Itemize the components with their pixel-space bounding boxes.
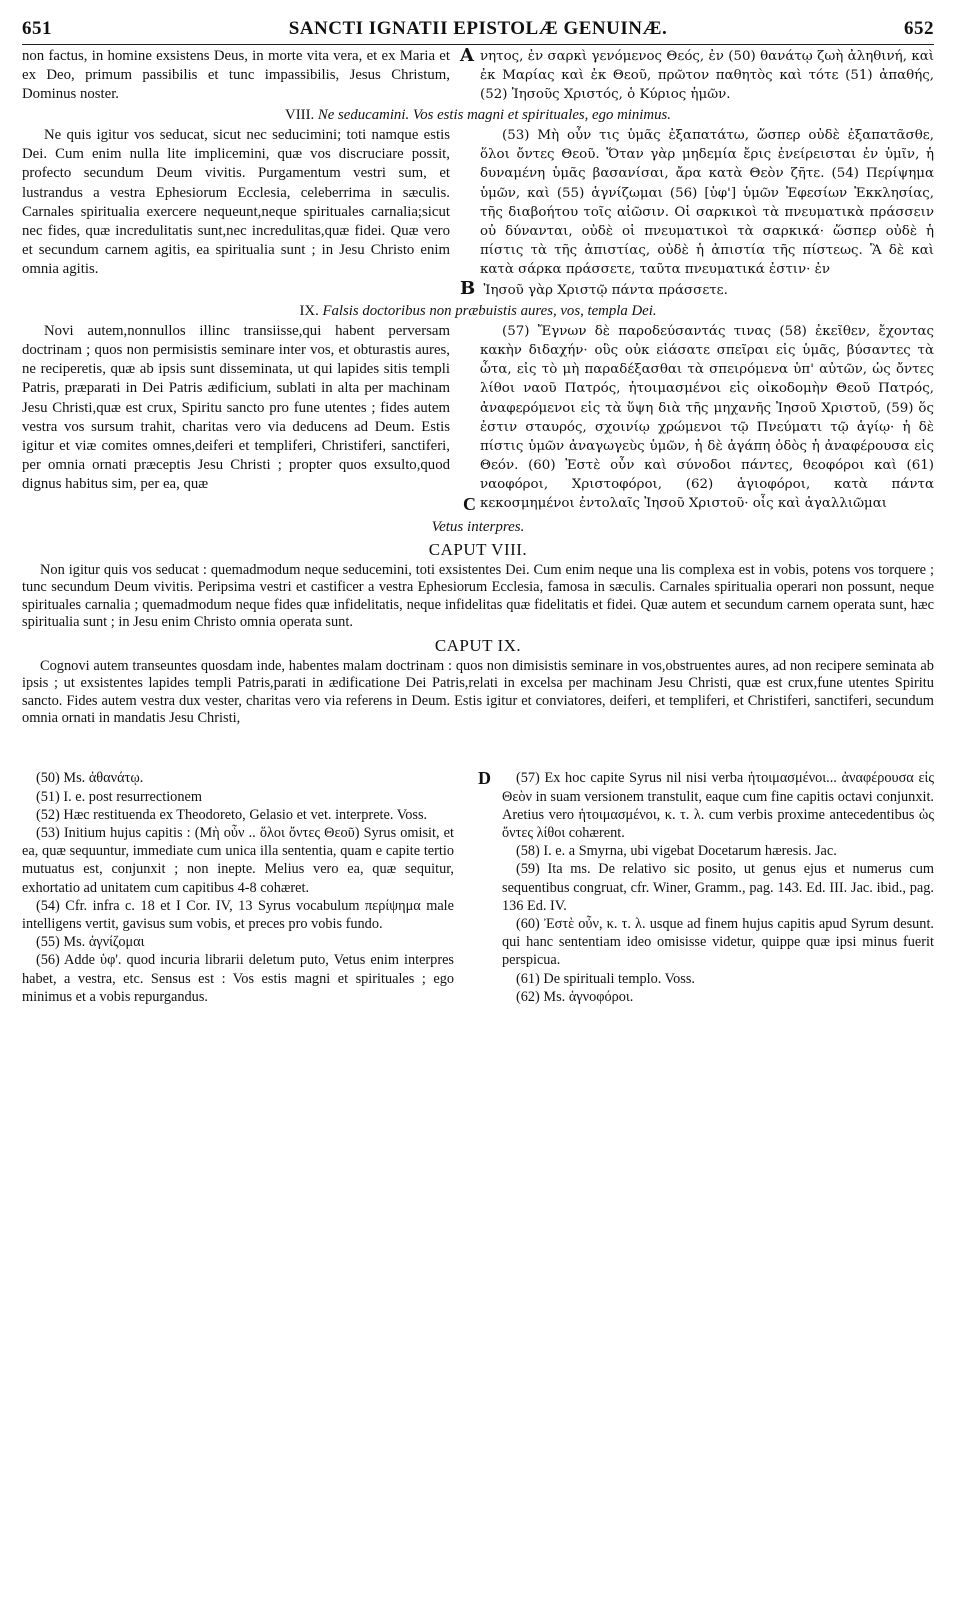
footnote-54: (54) Cfr. infra c. 18 et I Cor. IV, 13 Syrus vocabulum περίψημα male intelligens vertit, gavisus sum vobis, et preces pro vobis fundo. xyxy=(22,897,454,932)
chapter-8-greek-column xyxy=(460,126,934,300)
footnote-60: (60) Ἐστὲ οὖν, κ. τ. λ. usque ad finem hujus capitis apud Syrum desunt. qui hanc sententiam ideo omisisse videtur, quippe quæ ipsi minus fuerit perspicua. xyxy=(502,915,934,969)
footnote-50: (50) Ms. ἀθανάτῳ. xyxy=(36,770,144,787)
chapter-9-number: IX. xyxy=(299,303,319,320)
chapter-8-greek-end-line xyxy=(460,279,934,300)
chapter-8-heading xyxy=(22,106,934,125)
footnote-62: (62) Ms. ἁγνοφόροι. xyxy=(516,988,634,1005)
page-number-left: 651 xyxy=(22,18,52,39)
chapter-8-body xyxy=(22,126,934,300)
chapter-8-number: VIII. xyxy=(285,107,315,124)
top-continuation xyxy=(22,47,934,104)
chapter-8-title: Ne seducamini. Vos estis magni et spirituales, ego minimus. xyxy=(317,107,671,124)
margin-marker-a: A xyxy=(460,45,474,66)
top-greek-column xyxy=(460,45,934,104)
chapter-9-body xyxy=(22,322,934,513)
chapter-8-latin: Ne quis igitur vos seducat, sicut nec seducimini; toti namque estis Dei. Cum enim nulla lite implicemini, quæ vos discruciare possit, profecto secundum Deum vivitis. Purgamentum vestri sum, et lustrandus a vestra Ephesiorum Ecclesia, celeberrima in sæculis. Carnales spiritualia exercere nequeunt,neque spirituales carnalia;sicut nec fides, quæ incredulitatis sunt,nec incredulitas,quæ fidei. Quæ vero et secundum carnem agitis, ea spiritualia sunt ; in Jesu Christo enim omnia agitis. xyxy=(22,127,450,277)
footnotes-left xyxy=(22,769,454,1006)
footnotes-right xyxy=(478,768,934,1006)
running-title: SANCTI IGNATII EPISTOLÆ GENUINÆ. xyxy=(288,18,668,39)
vetus-interpres-title: Vetus interpres. xyxy=(431,519,525,536)
chapter-9-latin: Novi autem,nonnullos illinc transiisse,qui habent perversam doctrinam ; quos non permisistis seminare inter vos, et obturastis aures, ne reciperetis, quæ ab ipsis sunt disseminata, ut qui lapides sitis templi Patris, præparati in Dei Patris ædificium, sublati in alta per machinam Jesu Christi,quæ est crux, Spiritu sancto pro fune utentes ; fides autem vestra vos sursum trahit, charitas vero via deducens ad Deum. Estis igitur et viæ comites omnes,deiferi et templiferi, Christiferi, sanctiferi, per omnia ornati præceptis Jesu Christi ; propter quos exsulto,quod dignus habitus sim, per ea, quæ xyxy=(22,323,450,492)
footnote-55: (55) Ms. ἁγνίζομαι xyxy=(36,934,145,951)
footnote-56: (56) Adde ὑφ'. quod incuria librarii deletum puto, Vetus enim interpres habet, a vestra, etc. Sensus est : Vos estis magni et spirituales ; ego minimus et a vobis repurgandus. xyxy=(22,952,454,1005)
margin-marker-b: B xyxy=(460,278,476,300)
footnotes xyxy=(22,769,934,1006)
chapter-8-greek-end: Ἰησοῦ γὰρ Χριστῷ πάντα πράσσετε. xyxy=(483,283,728,299)
page-number-right: 652 xyxy=(904,18,934,39)
footnote-53: (53) Initium hujus capitis : (Μὴ οὖν .. ὅλοι ὄντες Θεοῦ) Syrus omisit, et ea, quæ sequuntur, immediate cum unica illa sententia, quam e capite tertio mutuatus est, conjunxit ; non inepte. Melius vero ea, quæ sequitur, exhortatio ad unitatem cum capitibus 4-8 cohæret. xyxy=(22,824,454,896)
margin-marker-d: D xyxy=(478,768,491,789)
chapter-9-greek: (57) Ἔγνων δὲ παροδεύσαντάς τινας (58) ἐκεῖθεν, ἔχοντας κακὴν διδαχήν· οὓς οὐκ εἰάσατε σπεῖραι εἰς ὑμᾶς, βύσαντες τὰ ὦτα, εἰς τὸ μὴ παραδέξασθαι τὰ σπειρόμενα ὑπ' αὐτῶν, ὡς ὄντες λίθοι ναοῦ Πατρός, ἡτοιμασμένοι εἰς οἰκοδομὴν Θεοῦ Πατρός, ἀναφερόμενοι εἰς τὰ ὕψη διὰ τῆς μηχανῆς Ἰησοῦ Χριστοῦ, (59) ὅς ἐστιν σταυρός, σχοινίῳ χρώμενοι τῷ Πνεύματι τῷ ἁγίῳ· ἡ δὲ πίστις ὑμῶν ἀναγωγεὺς ὑμῶν, ἡ δὲ ἀγάπη ὁδὸς ἡ ἀναφέρουσα εἰς Θεόν. (60) Ἐστὲ οὖν καὶ σύνοδοι πάντες, θεοφόροι καὶ (61) ναοφόροι, Χριστοφόροι, (62) ἁγιοφόροι, κατὰ πάντα κεκοσμημένοι ἐντολαῖς Ἰησοῦ Χριστοῦ· οἷς καὶ ἀγαλλιῶμαι xyxy=(480,324,934,511)
caput-9-title: CAPUT IX. xyxy=(434,635,522,655)
chapter-9-heading xyxy=(22,302,934,321)
chapter-9-greek-column xyxy=(480,322,934,513)
chapter-8-greek: (53) Μὴ οὖν τις ὑμᾶς ἐξαπατάτω, ὥσπερ οὐδὲ ἐξαπατᾶσθε, ὅλοι ὄντες Θεοῦ. Ὅταν γὰρ μηδεμία ἔρις ἐνείρεισται ἐν ὑμῖν, ἡ δυναμένη ὑμᾶς βασανίσαι, ἄρα κατὰ Θεὸν ζῆτε. (54) Περίψημα ὑμῶν, καὶ (55) ἁγνίζωμαι (56) [ὑφ'] ὑμῶν Ἐφεσίων Ἐκκλησίας, τῆς διαβοήτου τοῖς αἰῶσιν. Οἱ σαρκικοὶ τὰ πνευματικὰ πράσσειν οὐ δύνανται, οὐδὲ οἱ πνευματικοὶ τὰ σαρκικά· ὥσπερ οὐδὲ ἡ πίστις τὰ τῆς ἀπιστίας, οὐδὲ ἡ ἀπιστία τῆς πίστεως. Ἃ δὲ καὶ κατὰ σάρκα πράσσετε, ταῦτα πνευματικά ἐστιν· ἐν xyxy=(480,128,934,277)
caput-8-text: Non igitur quis vos seducat : quemadmodum neque seducemini, toti exsistentes Dei. Cum enim neque una lis complexa est in vobis, potens vos torquere ; tunc secundum Deum vivitis. Peripsima vestri et castificer a vestra Ephesiorum Ecclesia, famosa in sæculis. Carnales spiritualia operari non possunt, neque spirituales carnalia ; quemadmodum neque fides quæ infidelitatis, neque infidelitas quæ fidelitatis et fidei. Quæ autem et secundum carnem operata sunt, hæc spiritualia sunt ; in Jesu enim Christo omnia operata sunt. xyxy=(22,562,934,631)
chapter-8-latin-column xyxy=(22,126,450,300)
footnote-61: (61) De spirituali templo. Voss. xyxy=(516,970,695,987)
caput-9-text: Cognovi autem transeuntes quosdam inde, habentes malam doctrinam : quos non dimisistis seminare in vos,obstruentes aures, ad non recipere seminata ab ipsis ; ut exsistentes lapides templi Patris,parati in ædificatione Dei Patris,relati in excelsa per machinam Jesu Christi, quæ est crux,fune utentes Spiritu sancto. Fides autem vestra dux vester, charitas vero via referens in Deum. Estis igitur et conviatores, deiferi, et templiferi, et Christiferi, sanctiferi, secundum omnia ornati in mandatis Jesu Christi, xyxy=(22,657,934,726)
footnote-57: (57) Ex hoc capite Syrus nil nisi verba ἡτοιμασμένοι... ἀναφέρουσα εἰς Θεὸν in suam versionem transtulit, eaque cum fine capitis octavi conjunxit. Aretius vero ἡτοιμασμένοι, κ. τ. λ. cum verbis proxime antecedentibus ὡς ὄντες λίθοι cohærent. xyxy=(502,770,934,841)
footnote-52: (52) Hæc restituenda ex Theodoreto, Gelasio et vet. interprete. Voss. xyxy=(36,806,428,823)
footnote-51: (51) I. e. post resurrectionem xyxy=(36,788,202,805)
margin-marker-c: C xyxy=(463,494,476,515)
top-greek: νητος, ἐν σαρκὶ γενόμενος Θεός, ἐν (50) θανάτῳ ζωὴ ἀληθινή, καὶ ἐκ Μαρίας καὶ ἐκ Θεοῦ, πρῶτον παθητὸς καὶ τότε (51) ἀπαθής, (52) Ἰησοῦς Χριστός, ὁ Κύριος ἡμῶν. xyxy=(480,49,934,103)
top-latin: non factus, in homine exsistens Deus, in morte vita vera, et ex Maria et ex Deo, primum passibilis et tunc impassibilis, Jesus Christum, Dominus noster. xyxy=(22,48,450,103)
caput-8-title: CAPUT VIII. xyxy=(428,540,528,560)
running-head xyxy=(22,14,934,45)
chapter-9-latin-column xyxy=(22,322,476,515)
chapter-9-title: Falsis doctoribus non præbuistis aures, vos, templa Dei. xyxy=(322,303,657,320)
footnote-58: (58) I. e. a Smyrna, ubi vigebat Docetarum hæresis. Jac. xyxy=(516,843,837,860)
page xyxy=(22,14,934,1006)
footnote-59: (59) Ita ms. De relativo sic posito, ut genus ejus et numerus cum sequentibus congruat, cfr. Winer, Gramm., pag. 143. Ed. III. Jac. ibid., pag. 136 Ed. IV. xyxy=(502,861,934,914)
